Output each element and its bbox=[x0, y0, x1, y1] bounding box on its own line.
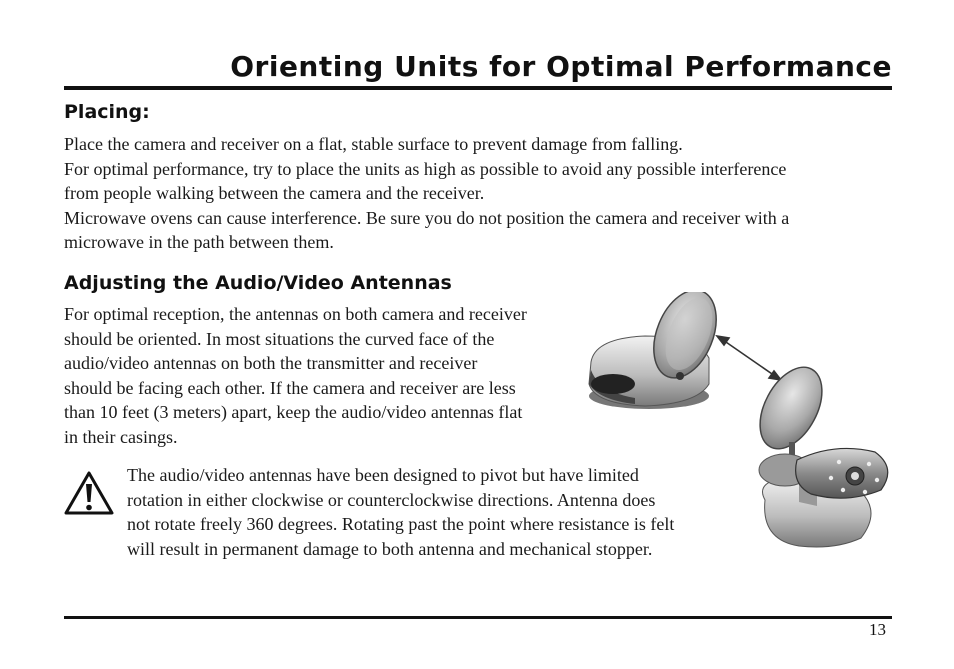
text-line: not rotate freely 360 degrees. Rotating past the point where resistance is felt bbox=[127, 514, 675, 534]
antenna-heading: Adjusting the Audio/Video Antennas bbox=[64, 272, 452, 294]
placing-heading: Placing: bbox=[64, 101, 150, 123]
page-number: 13 bbox=[869, 620, 886, 639]
camera-unit bbox=[759, 448, 888, 547]
text-line: The audio/video antennas have been designed to pivot but have limited bbox=[127, 465, 639, 485]
text-line: will result in permanent damage to both antenna and mechanical stopper. bbox=[127, 538, 653, 559]
text-line: For optimal performance, try to place the units as high as possible to avoid any possible interference bbox=[64, 158, 787, 179]
title-divider bbox=[64, 86, 892, 90]
text-line: should be facing each other. If the camera and receiver are less bbox=[64, 377, 516, 398]
text-line: rotation in either clockwise or counterclockwise directions. Antenna does bbox=[127, 489, 656, 510]
text-line: For optimal reception, the antennas on both camera and receiver bbox=[64, 304, 527, 324]
text-line: should be oriented. In most situations the curved face of the bbox=[64, 328, 495, 349]
receiver-camera-antenna-illustration bbox=[585, 292, 895, 554]
facing-arrow bbox=[717, 336, 781, 380]
warning-triangle-icon bbox=[63, 470, 115, 516]
text-line: microwave in the path between them. bbox=[64, 232, 334, 252]
text-line: audio/video antennas on both the transmitter and receiver bbox=[64, 353, 478, 373]
footer-divider bbox=[64, 616, 892, 619]
text-line: in their casings. bbox=[64, 426, 178, 447]
text-line: than 10 feet (3 meters) apart, keep the audio/video antennas flat bbox=[64, 402, 523, 422]
text-line: Place the camera and receiver on a flat, stable surface to prevent damage from falling. bbox=[64, 134, 683, 154]
page-title: Orienting Units for Optimal Performance bbox=[230, 50, 892, 83]
text-line: from people walking between the camera and the receiver. bbox=[64, 183, 485, 203]
text-line: Microwave ovens can cause interference. Be sure you do not position the camera and receiver with a bbox=[64, 207, 790, 228]
antenna-paragraph bbox=[64, 302, 580, 449]
camera-antenna bbox=[747, 357, 834, 459]
placing-paragraph bbox=[64, 132, 894, 255]
